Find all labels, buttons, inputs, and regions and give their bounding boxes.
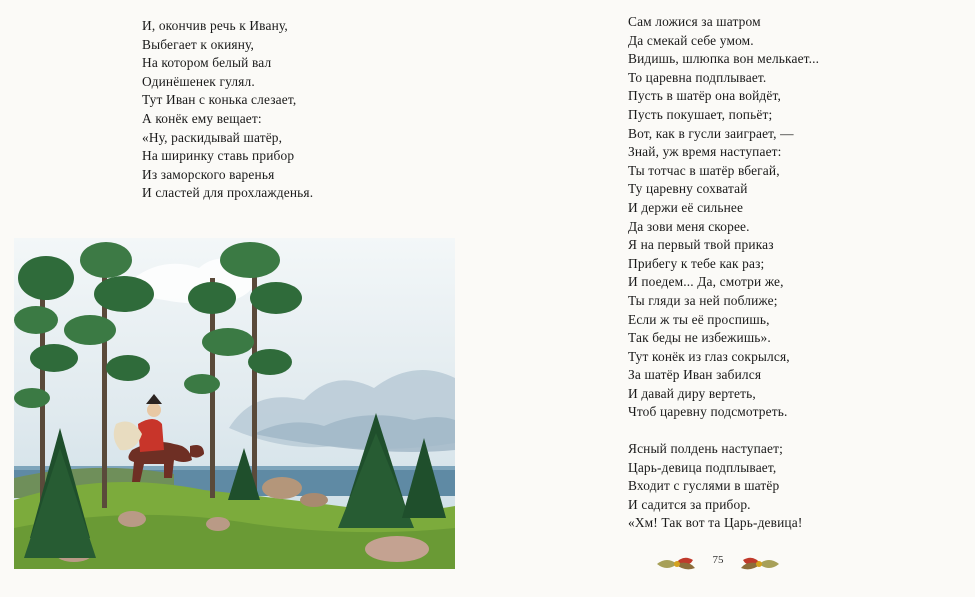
poem-line: Так беды не избежишь». — [628, 330, 771, 346]
poem-line: Входит с гуслями в шатёр — [628, 478, 780, 494]
poem-line: Да смекай себе умом. — [628, 32, 754, 48]
poem-line: Я на первый твой приказ — [628, 237, 774, 253]
poem-line: Ты тотчас в шатёр вбегай, — [628, 162, 780, 178]
rock — [206, 517, 230, 531]
poem-line: И поедем... Да, смотри же, — [628, 274, 784, 290]
poem-line: И садится за прибор. — [628, 496, 751, 512]
rock — [365, 536, 429, 562]
poem-line: И, окончив речь к Ивану, — [142, 18, 288, 33]
poem-line: За шатёр Иван забился — [628, 367, 762, 383]
poem-line: Ясный полдень наступает; — [628, 441, 783, 456]
poem-line: На котором белый вал — [142, 55, 272, 71]
poem-line: Ты гляди за ней поближе; — [628, 292, 778, 308]
rock — [262, 477, 302, 499]
poem-line: Пусть в шатёр она войдёт, — [628, 88, 781, 104]
right-poem-stanza-2 — [628, 440, 802, 533]
poem-line: Прибегу к тебе как раз; — [628, 255, 765, 271]
leaf-ornament-icon — [737, 552, 781, 576]
poem-line: Пусть покушает, попьёт; — [628, 106, 773, 122]
poem-line: «Хм! Так вот та Царь-девица! — [628, 515, 803, 531]
illustration-ivan-on-horse — [14, 238, 455, 569]
poem-line: Тут конёк из глаз сокрылся, — [628, 348, 790, 364]
rock — [118, 511, 146, 527]
poem-line: Вот, как в гусли заиграет, — — [628, 125, 794, 141]
poem-line: Сам ложися за шатром — [628, 14, 761, 29]
page-number: 75 — [712, 554, 724, 566]
poem-line: И сластей для прохлажденья. — [142, 185, 314, 201]
left-poem-column — [142, 17, 313, 203]
poem-line: Видишь, шлюпка вон мелькает... — [628, 51, 820, 67]
poem-line: То царевна подплывает. — [628, 69, 767, 85]
poem-line: Чтоб царевну подсмотреть. — [628, 404, 788, 420]
rock — [300, 493, 328, 507]
landscape-illustration — [14, 238, 455, 569]
poem-line: На ширинку ставь прибор — [142, 148, 295, 164]
right-poem-stanza-1 — [628, 13, 819, 422]
poem-line: И держи её сильнее — [628, 199, 744, 215]
poem-line: Да зови меня скорее. — [628, 218, 750, 234]
poem-line: «Ну, раскидывай шатёр, — [142, 129, 283, 145]
poem-line: Тут Иван с конька слезает, — [142, 92, 297, 108]
leaf-ornament-icon — [655, 552, 699, 576]
poem-line: Выбегает к окияну, — [142, 36, 255, 52]
poem-line: Из заморского варенья — [142, 166, 275, 182]
poem-line: Ту царевну сохватай — [628, 181, 748, 197]
poem-line: А конёк ему вещает: — [142, 110, 262, 126]
page-footer — [655, 552, 780, 576]
poem-line: Одинёшенек гулял. — [142, 73, 255, 89]
poem-line: И давай диру вертеть, — [628, 385, 756, 401]
poem-line: Царь-девица подплывает, — [628, 459, 777, 475]
poem-line: Если ж ты её проспишь, — [628, 311, 770, 327]
poem-line: Знай, уж время наступает: — [628, 144, 782, 160]
